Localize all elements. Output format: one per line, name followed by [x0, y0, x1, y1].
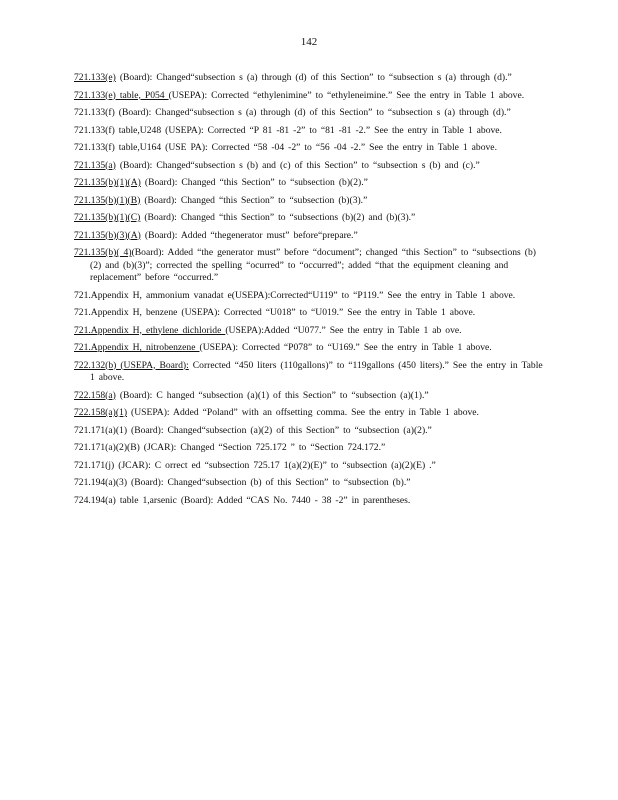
amendment-entry	[74, 230, 544, 243]
amendment-description: (USEPA): Added “Poland” with an offsetting comma. See the entry in Table 1 above.	[127, 407, 479, 418]
amendment-description: (Board): Changed“subsection (b) of this Section” to “subsection (b).”	[127, 477, 411, 488]
amendment-description: (Board): Changed“subsection s (b) and (c) of this Section” to “subsection s (b) and (c).”	[115, 159, 480, 171]
amendment-description: table,U248 (USEPA): Corrected “P 81 -81 -2” to “81 -81 -2.” See the entry in Table 1 above.	[114, 124, 502, 136]
section-citation: 722.158(a)(1)	[74, 407, 128, 418]
amendment-description: table 1,arsenic (Board): Added “CAS No. 7440 - 38 -2” in parentheses.	[115, 494, 411, 506]
section-citation: 721.133(e)	[74, 72, 116, 83]
amendment-entry	[74, 407, 544, 420]
section-citation: 724.194(a)	[74, 494, 116, 506]
section-citation: 721.133(e) table, P054	[74, 89, 169, 101]
amendment-entry	[74, 247, 544, 285]
amendment-description: (Board): Changed “this Section” to “subsection (b)(3).”	[140, 194, 368, 206]
amendment-description: table,U164 (USE PA): Corrected “58 -04 -2” to “56 -04 -2.” See the entry in Table 1 above.	[114, 142, 497, 153]
amendment-description: (USEPA): Corrected “U018” to “U019.” See the entry in Table 1 above.	[177, 307, 476, 318]
amendment-entry	[74, 160, 544, 173]
amendment-description: (Board): C hanged “subsection (a)(1) of this Section” to “subsection (a)(1).”	[115, 389, 429, 401]
amendment-entry	[74, 360, 544, 385]
section-citation: 721.133(f)	[74, 124, 115, 136]
section-citation: 722.158(a)	[74, 389, 116, 401]
section-citation: 721.133(f)	[74, 107, 115, 118]
amendment-entry	[74, 107, 544, 120]
section-citation: 721.135(b)(1)(B)	[74, 194, 141, 206]
section-citation: 721.135(b)(1)(C)	[74, 212, 141, 223]
amendment-entry	[74, 390, 544, 403]
amendment-entry	[74, 195, 544, 208]
amendment-description: (Board): Changed “this Section” to “subsection (b)(2).”	[140, 177, 368, 188]
amendment-entry	[74, 307, 544, 320]
amendment-entry	[74, 177, 544, 190]
amendment-entry	[74, 477, 544, 490]
amendment-entry	[74, 325, 544, 338]
section-citation: 721.135(b)( 4)	[74, 247, 132, 258]
amendment-entry	[74, 90, 544, 103]
section-citation: 721.Appendix H, benzene	[74, 307, 178, 318]
section-citation: 721.135(a)	[74, 159, 116, 171]
section-citation: 721.133(f)	[74, 142, 115, 153]
amendment-entry	[74, 460, 544, 473]
amendment-description: Corrected “450 liters (110gallons)” to “119gallons (450 liters).” See the entry in Table 1 above.	[90, 359, 543, 383]
amendment-description: (USEPA): Corrected “ethylenimine” to “ethyleneimine.” See the entry in Table 1 above.	[168, 89, 525, 101]
amendment-description: (Board): Changed “this Section” to “subsections (b)(2) and (b)(3).”	[140, 212, 416, 223]
amendment-entry	[74, 425, 544, 438]
amendment-description: (Board): Changed“subsection s (a) through (d) of this Section” to “subsection s (a) through (d).”	[114, 107, 511, 118]
amendment-description: (Board): Changed“subsection (a)(2) of this Section” to “subsection (a)(2).”	[127, 424, 432, 436]
section-citation: 722.132(b) (USEPA, Board):	[74, 359, 189, 371]
amendment-entry	[74, 212, 544, 225]
amendment-description: (USEPA): Corrected “P078” to “U169.” See the entry in Table 1 above.	[199, 342, 492, 353]
amendment-entry	[74, 142, 544, 155]
section-citation: 721.Appendix H, ethylene dichloride	[74, 324, 226, 336]
amendment-description: (Board): Added “the generator must” before “document”; changed “this Section” to “subsections (b)(2) and (b)(3)”; corrected the spelling “ocurred” to “occurred”; added “that the equipment cleaning and replacement” before “occurred.”	[90, 247, 536, 283]
amendment-description: (USEPA):Added “U077.” See the entry in Table 1 ab ove.	[225, 324, 462, 336]
section-citation: 721.Appendix H, ammonium vanadat e	[74, 289, 232, 301]
section-citation: 721.171(a)(1)	[74, 424, 128, 436]
amendment-description: (JCAR): Changed “Section 725.172 ” to “Section 724.172.”	[139, 442, 386, 453]
amendment-entry	[74, 342, 544, 355]
amendment-entry	[74, 125, 544, 138]
page-number: 142	[300, 36, 318, 48]
amendment-description: (Board): Changed“subsection s (a) through (d) of this Section” to “subsection s (a) through (d).”	[115, 72, 512, 83]
amendment-description: (Board): Added “thegenerator must” before“prepare.”	[140, 229, 358, 241]
amendment-entry	[74, 495, 544, 508]
amendment-entry	[74, 290, 544, 303]
amendment-list	[74, 72, 544, 512]
amendment-description: (JCAR): C orrect ed “subsection 725.17 1(a)(2)(E)” to “subsection (a)(2)(E) .”	[114, 459, 436, 471]
amendment-entry	[74, 72, 544, 85]
section-citation: 721.171(j)	[74, 459, 115, 471]
section-citation: 721.135(b)(3)(A)	[74, 229, 141, 241]
amendment-description: (USEPA):Corrected“U119” to “P119.” See the entry in Table 1 above.	[231, 289, 516, 301]
section-citation: 721.Appendix H, nitrobenzene	[74, 342, 200, 353]
section-citation: 721.135(b)(1)(A)	[74, 177, 141, 188]
amendment-entry	[74, 442, 544, 455]
section-citation: 721.194(a)(3)	[74, 477, 128, 488]
section-citation: 721.171(a)(2)(B)	[74, 442, 140, 453]
